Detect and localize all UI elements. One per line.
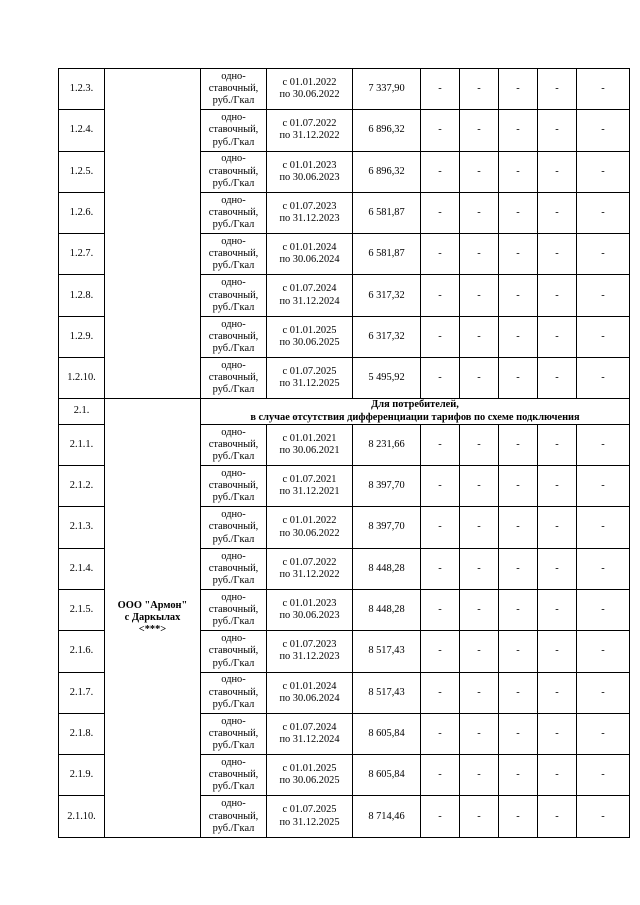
tariff-period: с 01.01.2022 по 30.06.2022 — [267, 69, 353, 110]
tariff-period: с 01.01.2024 по 30.06.2024 — [267, 234, 353, 275]
tariff-type: одно- ставочный, руб./Гкал — [201, 507, 267, 548]
row-number: 2.1.7. — [59, 672, 105, 713]
dash-cell: - — [577, 151, 630, 192]
dash-cell: - — [538, 151, 577, 192]
row-number: 1.2.6. — [59, 192, 105, 233]
dash-cell: - — [421, 110, 460, 151]
tariff-type: одно- ставочный, руб./Гкал — [201, 110, 267, 151]
dash-cell: - — [460, 69, 499, 110]
dash-cell: - — [460, 192, 499, 233]
tariff-period: с 01.01.2021 по 30.06.2021 — [267, 424, 353, 465]
dash-cell: - — [421, 358, 460, 399]
dash-cell: - — [538, 316, 577, 357]
dash-cell: - — [499, 69, 538, 110]
dash-cell: - — [499, 796, 538, 837]
dash-cell: - — [421, 151, 460, 192]
tariff-type: одно- ставочный, руб./Гкал — [201, 151, 267, 192]
dash-cell: - — [577, 507, 630, 548]
dash-cell: - — [421, 424, 460, 465]
dash-cell: - — [577, 755, 630, 796]
dash-cell: - — [499, 192, 538, 233]
dash-cell: - — [499, 548, 538, 589]
dash-cell: - — [538, 424, 577, 465]
tariff-period: с 01.07.2024 по 31.12.2024 — [267, 275, 353, 316]
tariff-value: 8 231,66 — [353, 424, 421, 465]
dash-cell: - — [421, 507, 460, 548]
tariff-value: 6 896,32 — [353, 110, 421, 151]
tariff-type: одно- ставочный, руб./Гкал — [201, 672, 267, 713]
tariff-type: одно- ставочный, руб./Гкал — [201, 713, 267, 754]
dash-cell: - — [538, 755, 577, 796]
dash-cell: - — [577, 69, 630, 110]
dash-cell: - — [421, 234, 460, 275]
dash-cell: - — [499, 424, 538, 465]
tariff-type: одно- ставочный, руб./Гкал — [201, 316, 267, 357]
row-number: 2.1.3. — [59, 507, 105, 548]
tariff-value: 6 581,87 — [353, 192, 421, 233]
dash-cell: - — [421, 548, 460, 589]
section-header-text: Для потребителей, в случае отсутствия дифференциации тарифов по схеме подключения — [201, 399, 630, 424]
row-number: 2.1.6. — [59, 631, 105, 672]
tariff-period: с 01.01.2025 по 30.06.2025 — [267, 755, 353, 796]
tariff-type: одно- ставочный, руб./Гкал — [201, 466, 267, 507]
tariff-period: с 01.07.2023 по 31.12.2023 — [267, 192, 353, 233]
tariff-type: одно- ставочный, руб./Гкал — [201, 548, 267, 589]
dash-cell: - — [460, 466, 499, 507]
dash-cell: - — [577, 796, 630, 837]
dash-cell: - — [499, 316, 538, 357]
dash-cell: - — [499, 507, 538, 548]
dash-cell: - — [421, 69, 460, 110]
dash-cell: - — [421, 713, 460, 754]
tariff-period: с 01.01.2023 по 30.06.2023 — [267, 151, 353, 192]
tariff-period: с 01.07.2025 по 31.12.2025 — [267, 358, 353, 399]
dash-cell: - — [460, 275, 499, 316]
tariff-value: 6 317,32 — [353, 316, 421, 357]
tariff-period: с 01.01.2025 по 30.06.2025 — [267, 316, 353, 357]
dash-cell: - — [460, 358, 499, 399]
dash-cell: - — [577, 275, 630, 316]
dash-cell: - — [577, 713, 630, 754]
dash-cell: - — [499, 151, 538, 192]
row-number: 1.2.9. — [59, 316, 105, 357]
organization-cell-empty — [105, 69, 201, 399]
dash-cell: - — [421, 589, 460, 630]
tariff-value: 8 517,43 — [353, 672, 421, 713]
tariff-type: одно- ставочный, руб./Гкал — [201, 192, 267, 233]
dash-cell: - — [538, 192, 577, 233]
tariff-type: одно- ставочный, руб./Гкал — [201, 275, 267, 316]
dash-cell: - — [421, 755, 460, 796]
dash-cell: - — [421, 796, 460, 837]
table-row — [59, 69, 630, 110]
dash-cell: - — [460, 151, 499, 192]
tariff-type: одно- ставочный, руб./Гкал — [201, 69, 267, 110]
tariff-value: 8 517,43 — [353, 631, 421, 672]
tariff-value: 8 605,84 — [353, 713, 421, 754]
tariff-type: одно- ставочный, руб./Гкал — [201, 589, 267, 630]
dash-cell: - — [421, 466, 460, 507]
dash-cell: - — [577, 548, 630, 589]
dash-cell: - — [577, 672, 630, 713]
tariff-period: с 01.07.2024 по 31.12.2024 — [267, 713, 353, 754]
dash-cell: - — [538, 110, 577, 151]
tariff-type: одно- ставочный, руб./Гкал — [201, 796, 267, 837]
row-number: 1.2.7. — [59, 234, 105, 275]
dash-cell: - — [460, 796, 499, 837]
dash-cell: - — [577, 589, 630, 630]
dash-cell: - — [538, 466, 577, 507]
tariff-type: одно- ставочный, руб./Гкал — [201, 424, 267, 465]
row-number: 1.2.3. — [59, 69, 105, 110]
tariff-period: с 01.07.2023 по 31.12.2023 — [267, 631, 353, 672]
dash-cell: - — [460, 316, 499, 357]
tariff-period: с 01.07.2025 по 31.12.2025 — [267, 796, 353, 837]
dash-cell: - — [499, 672, 538, 713]
dash-cell: - — [421, 316, 460, 357]
row-number: 2.1.4. — [59, 548, 105, 589]
dash-cell: - — [538, 589, 577, 630]
tariff-period: с 01.01.2023 по 30.06.2023 — [267, 589, 353, 630]
dash-cell: - — [538, 358, 577, 399]
row-number: 2.1.9. — [59, 755, 105, 796]
tariff-value: 8 448,28 — [353, 589, 421, 630]
section-header-row — [59, 399, 630, 424]
dash-cell: - — [460, 631, 499, 672]
dash-cell: - — [499, 466, 538, 507]
tariff-period: с 01.07.2021 по 31.12.2021 — [267, 466, 353, 507]
row-number: 2.1.1. — [59, 424, 105, 465]
row-number: 1.2.10. — [59, 358, 105, 399]
dash-cell: - — [538, 234, 577, 275]
dash-cell: - — [538, 713, 577, 754]
dash-cell: - — [499, 358, 538, 399]
row-number: 1.2.8. — [59, 275, 105, 316]
dash-cell: - — [577, 466, 630, 507]
row-number: 1.2.4. — [59, 110, 105, 151]
row-number: 2.1.8. — [59, 713, 105, 754]
dash-cell: - — [538, 796, 577, 837]
row-number: 2.1.5. — [59, 589, 105, 630]
dash-cell: - — [538, 507, 577, 548]
dash-cell: - — [499, 589, 538, 630]
dash-cell: - — [538, 672, 577, 713]
dash-cell: - — [421, 672, 460, 713]
dash-cell: - — [460, 234, 499, 275]
dash-cell: - — [460, 589, 499, 630]
dash-cell: - — [460, 507, 499, 548]
tariff-value: 7 337,90 — [353, 69, 421, 110]
tariff-type: одно- ставочный, руб./Гкал — [201, 358, 267, 399]
tariff-value: 8 397,70 — [353, 466, 421, 507]
dash-cell: - — [460, 755, 499, 796]
tariff-type: одно- ставочный, руб./Гкал — [201, 631, 267, 672]
tariff-period: с 01.01.2024 по 30.06.2024 — [267, 672, 353, 713]
dash-cell: - — [499, 110, 538, 151]
tariff-value: 6 896,32 — [353, 151, 421, 192]
tariff-period: с 01.07.2022 по 31.12.2022 — [267, 548, 353, 589]
dash-cell: - — [577, 234, 630, 275]
tariff-type: одно- ставочный, руб./Гкал — [201, 755, 267, 796]
row-number: 1.2.5. — [59, 151, 105, 192]
dash-cell: - — [421, 192, 460, 233]
row-number: 2.1.2. — [59, 466, 105, 507]
organization-name: ООО "Армон" с Даркылах <***> — [105, 399, 201, 837]
row-number: 2.1. — [59, 399, 105, 424]
tariff-value: 8 397,70 — [353, 507, 421, 548]
dash-cell: - — [538, 548, 577, 589]
tariff-value: 8 448,28 — [353, 548, 421, 589]
dash-cell: - — [577, 424, 630, 465]
dash-cell: - — [499, 631, 538, 672]
dash-cell: - — [499, 713, 538, 754]
tariff-value: 6 581,87 — [353, 234, 421, 275]
dash-cell: - — [538, 275, 577, 316]
dash-cell: - — [577, 316, 630, 357]
dash-cell: - — [460, 110, 499, 151]
tariff-table — [58, 68, 630, 838]
dash-cell: - — [421, 631, 460, 672]
tariff-value: 8 714,46 — [353, 796, 421, 837]
dash-cell: - — [577, 192, 630, 233]
dash-cell: - — [499, 234, 538, 275]
tariff-value: 6 317,32 — [353, 275, 421, 316]
tariff-value: 8 605,84 — [353, 755, 421, 796]
dash-cell: - — [499, 755, 538, 796]
dash-cell: - — [577, 358, 630, 399]
row-number: 2.1.10. — [59, 796, 105, 837]
dash-cell: - — [538, 631, 577, 672]
tariff-type: одно- ставочный, руб./Гкал — [201, 234, 267, 275]
dash-cell: - — [577, 631, 630, 672]
dash-cell: - — [421, 275, 460, 316]
dash-cell: - — [460, 672, 499, 713]
dash-cell: - — [499, 275, 538, 316]
tariff-value: 5 495,92 — [353, 358, 421, 399]
tariff-period: с 01.07.2022 по 31.12.2022 — [267, 110, 353, 151]
dash-cell: - — [460, 548, 499, 589]
dash-cell: - — [577, 110, 630, 151]
tariff-period: с 01.01.2022 по 30.06.2022 — [267, 507, 353, 548]
dash-cell: - — [460, 424, 499, 465]
dash-cell: - — [460, 713, 499, 754]
dash-cell: - — [538, 69, 577, 110]
